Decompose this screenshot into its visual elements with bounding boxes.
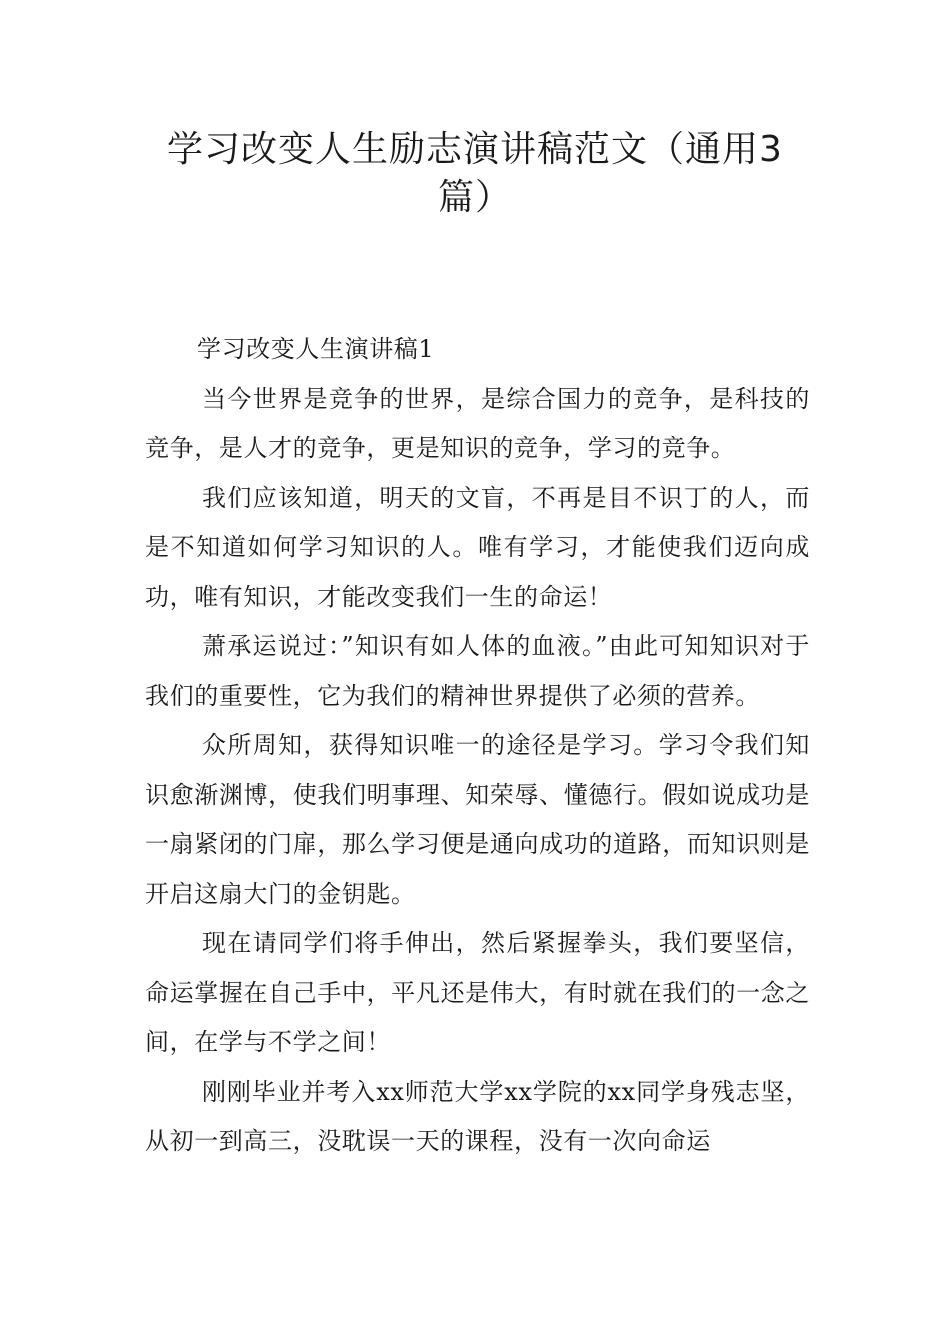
paragraph: 刚刚毕业并考入xx师范大学xx学院的xx同学身残志坚，从初一到高三，没耽误一天的课程，没有一次向命运: [145, 1077, 810, 1155]
document-body: [145, 325, 810, 1167]
document-title: 学习改变人生励志演讲稿范文（通用3篇）: [167, 129, 783, 218]
paragraph: 我们应该知道，明天的文盲，不再是目不识丁的人，而是不知道如何学习知识的人。唯有学习，才能使我们迈向成功，唯有知识，才能改变我们一生的命运！: [145, 483, 810, 611]
paragraph: 萧承运说过：”知识有如人体的血液。”由此可知知识对于我们的重要性，它为我们的精神世界提供了必须的营养。: [145, 632, 810, 710]
paragraph: 众所周知，获得知识唯一的途径是学习。学习令我们知识愈渐渊博，使我们明事理、知荣辱、懂德行。假如说成功是一扇紧闭的门扉，那么学习便是通向成功的道路，而知识则是开启这扇大门的金钥匙。: [145, 731, 810, 908]
paragraph: 当今世界是竞争的世界，是综合国力的竞争，是科技的竞争，是人才的竞争，更是知识的竞争，学习的竞争。: [145, 384, 810, 462]
section-heading: 学习改变人生演讲稿1: [197, 335, 435, 363]
paragraph: 现在请同学们将手伸出，然后紧握拳头，我们要坚信，命运掌握在自己手中，平凡还是伟大，有时就在我们的一念之间，在学与不学之间！: [145, 929, 810, 1056]
